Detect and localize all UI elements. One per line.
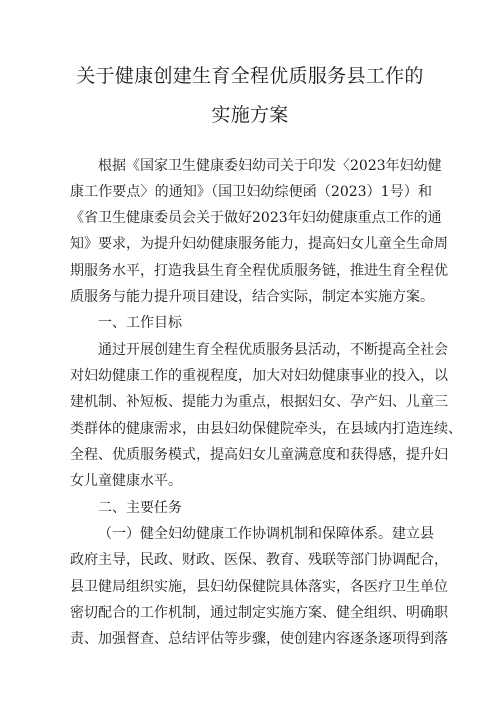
body-line: 建机制、补短板、提能力为重点，根据妇女、孕产妇、儿童三	[70, 394, 448, 410]
body-line: 质服务与能力提升项目建设，结合实际，制定本实施方案。	[70, 289, 434, 305]
body-line: 女儿童健康水平。	[70, 473, 182, 489]
document-title-line-2: 实施方案	[211, 104, 289, 126]
body-line: 县卫健局组织实施，县妇幼保健院具体落实，各医疗卫生单位	[70, 579, 448, 595]
body-line: 密切配合的工作机制，通过制定实施方案、健全组织、明确职	[70, 605, 448, 621]
body-line: 责、加强督查、总结评估等步骤，使创建内容逐条逐项得到落	[70, 631, 448, 647]
body-line: 全程、优质服务模式，提高妇女儿童满意度和获得感，提升妇	[70, 447, 448, 463]
body-line: 期服务水平，打造我县生育全程优质服务链，推进生育全程优	[70, 263, 448, 279]
body-line: 知》要求，为提升妇幼健康服务能力，提高妇女儿童全生命周	[70, 236, 448, 252]
body-line: 类群体的健康需求，由县妇幼保健院牵头，在县域内打造连续、	[70, 421, 462, 437]
body-line: 《省卫生健康委员会关于做好2023年妇幼健康重点工作的通	[70, 210, 442, 226]
body-line: 对妇幼健康工作的重视程度，加大对妇幼健康事业的投入，以	[70, 368, 448, 384]
document-title-line-1: 关于健康创建生育全程优质服务县工作的	[76, 65, 424, 87]
body-line: （一）健全妇幼健康工作协调机制和保障体系。建立县	[98, 526, 434, 542]
body-line: 通过开展创建生育全程优质服务县活动，不断提高全社会	[98, 342, 448, 358]
body-line: 根据《国家卫生健康委妇幼司关于印发〈2023年妇幼健	[98, 158, 442, 174]
section-heading: 二、主要任务	[98, 500, 182, 516]
body-line: 康工作要点〉的通知》（国卫妇幼综便函（2023）1号）和	[70, 184, 432, 200]
section-heading: 一、工作目标	[98, 315, 182, 331]
body-line: 政府主导，民政、财政、医保、教育、残联等部门协调配合，	[70, 552, 448, 568]
